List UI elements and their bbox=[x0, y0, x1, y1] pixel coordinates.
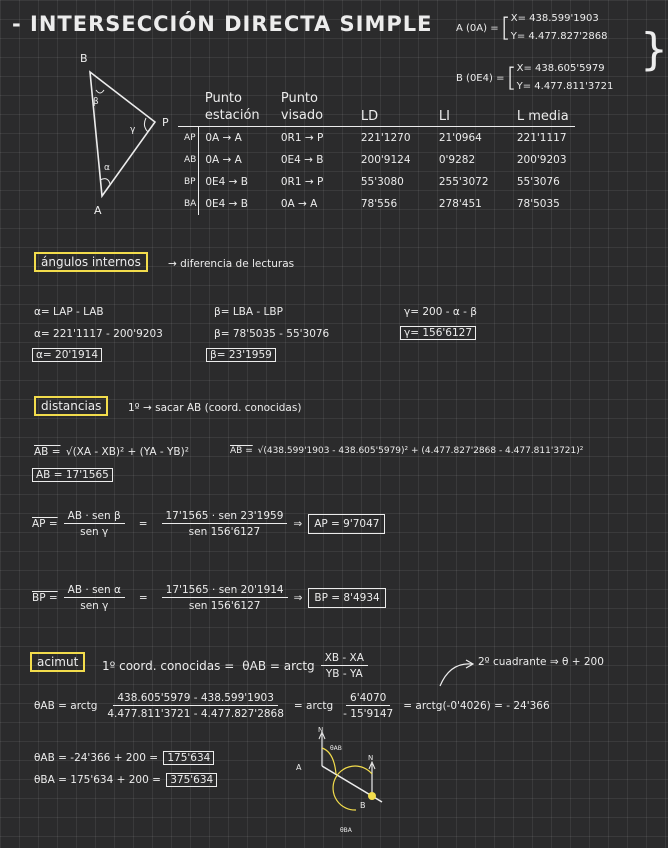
ap-fraction-values bbox=[162, 510, 288, 538]
line2-denominator: 4.477.811'3721 - 4.477.827'2868 bbox=[107, 708, 284, 720]
section-distancias-heading: distancias bbox=[34, 396, 108, 416]
table-row bbox=[178, 149, 575, 171]
ap-result: AP = 9'7047 bbox=[308, 514, 385, 534]
line2-numerator-values: 6'4070 bbox=[346, 692, 390, 706]
bp-fraction-values bbox=[162, 584, 288, 612]
beta-substitution: β= 78'5035 - 55'3076 bbox=[214, 328, 330, 340]
row-id: AB bbox=[178, 149, 199, 171]
brace-icon: [ bbox=[500, 13, 511, 43]
header-estacion: Punto estación bbox=[204, 91, 260, 123]
theta-ab-final bbox=[34, 752, 214, 764]
bp-denominator-values: sen 156'6127 bbox=[188, 600, 261, 612]
line2-lhs: θAB = arctg bbox=[34, 700, 98, 712]
row-id: BP bbox=[178, 171, 199, 193]
known-coordinates bbox=[456, 10, 668, 96]
header-ld: LD bbox=[360, 109, 379, 124]
cell-visado: 0R1 → P bbox=[280, 131, 324, 144]
cell-li: 255'3072 bbox=[438, 175, 489, 188]
cell-ld: 78'556 bbox=[360, 197, 398, 210]
alpha-result: α= 20'1914 bbox=[32, 348, 102, 362]
angulos-note: → diferencia de lecturas bbox=[168, 258, 295, 270]
acimut-formula bbox=[102, 652, 368, 680]
cell-lmedia: 78'5035 bbox=[516, 197, 560, 210]
ab-label: AB = bbox=[34, 446, 61, 458]
alpha-substitution: α= 221'1117 - 200'9203 bbox=[34, 328, 163, 340]
ab-subst-label: AB = bbox=[230, 446, 253, 456]
sketch-point-b: B bbox=[360, 801, 366, 810]
ap-fraction bbox=[64, 510, 125, 538]
theta-ab-calculation bbox=[34, 692, 550, 720]
beta-formula: β= LBA - LBP bbox=[214, 306, 283, 318]
header-li: LI bbox=[438, 109, 450, 124]
sketch-point-a: A bbox=[296, 763, 302, 772]
bp-equals: = bbox=[138, 592, 148, 604]
coord-a-y: Y= 4.477.827'2868 bbox=[510, 31, 608, 42]
cell-visado: 0R1 → P bbox=[280, 175, 324, 188]
arrow-icon: ⇒ bbox=[293, 518, 303, 530]
sketch-theta-ab: θAB bbox=[330, 745, 342, 752]
cell-estacion: 0A → A bbox=[205, 131, 242, 144]
arrow-icon: ⇒ bbox=[293, 592, 303, 604]
ap-numerator: AB · sen β bbox=[64, 510, 125, 524]
bp-label: BP = bbox=[32, 592, 58, 604]
cell-estacion: 0E4 → B bbox=[205, 175, 249, 188]
ap-equation bbox=[32, 510, 385, 538]
table-row bbox=[178, 171, 575, 193]
azimuth-diagram bbox=[290, 726, 410, 841]
line2-numerator: 438.605'5979 - 438.599'1903 bbox=[113, 692, 278, 706]
curved-arrow-icon bbox=[436, 658, 476, 688]
alpha-formula: α= LAP - LAB bbox=[34, 306, 104, 318]
row-id: BA bbox=[178, 193, 199, 215]
page-title: - INTERSECCIÓN DIRECTA SIMPLE bbox=[12, 12, 433, 36]
line2-mid: = arctg bbox=[293, 700, 334, 712]
ab-substitution-row bbox=[230, 446, 583, 456]
beta-result: β= 23'1959 bbox=[206, 348, 276, 362]
coord-b-y: Y= 4.477.811'3721 bbox=[516, 81, 614, 92]
cell-lmedia: 200'9203 bbox=[516, 153, 567, 166]
sketch-theta-ba: θBA bbox=[340, 827, 352, 834]
coord-b-label: B (0E4) = bbox=[456, 72, 505, 84]
ap-label: AP = bbox=[32, 518, 58, 530]
bp-fraction bbox=[64, 584, 125, 612]
bp-numerator: AB · sen α bbox=[64, 584, 125, 598]
cell-visado: 0E4 → B bbox=[280, 153, 324, 166]
right-brace-icon: } bbox=[640, 24, 668, 75]
ap-denominator: sen γ bbox=[80, 526, 109, 538]
theta-ab-result: 175'634 bbox=[163, 751, 214, 765]
ab-formula: √(XA - XB)² + (YA - YB)² bbox=[65, 446, 189, 458]
section-acimut-heading: acimut bbox=[30, 652, 85, 672]
distancias-note: 1º → sacar AB (coord. conocidas) bbox=[128, 402, 302, 414]
cell-estacion: 0E4 → B bbox=[205, 197, 249, 210]
ab-substitution: √(438.599'1903 - 438.605'5979)² + (4.477.827'2868 - 4.477.811'3721)² bbox=[257, 446, 584, 456]
gamma-label: γ bbox=[130, 125, 136, 135]
theta-ab-lhs: θAB = arctg bbox=[242, 659, 315, 673]
theta-ba-final bbox=[34, 774, 217, 786]
line2-fraction-values bbox=[339, 692, 397, 720]
readings-table-wrap bbox=[178, 88, 575, 215]
row-id: AP bbox=[178, 127, 199, 149]
cell-estacion: 0A → A bbox=[205, 153, 242, 166]
cell-lmedia: 55'3076 bbox=[516, 175, 560, 188]
ap-denominator-values: sen 156'6127 bbox=[188, 526, 261, 538]
beta-label: β bbox=[93, 97, 99, 107]
coord-b-x: X= 438.605'5979 bbox=[516, 63, 605, 74]
cell-li: 21'0964 bbox=[438, 131, 482, 144]
bp-equation bbox=[32, 584, 386, 612]
bp-result: BP = 8'4934 bbox=[308, 588, 385, 608]
cell-li: 0'9282 bbox=[438, 153, 476, 166]
alpha-label: α bbox=[104, 163, 110, 173]
section-angulos-heading: ángulos internos bbox=[34, 252, 148, 272]
theta-ba-result: 375'634 bbox=[166, 773, 217, 787]
line2-fraction bbox=[103, 692, 288, 720]
ab-result: AB = 17'1565 bbox=[32, 468, 113, 482]
theta-ba-center bbox=[368, 792, 376, 800]
bp-numerator-values: 17'1565 · sen 20'1914 bbox=[162, 584, 288, 598]
triangle-shape bbox=[90, 72, 155, 196]
theta-ab-denominator: YB - YA bbox=[325, 668, 363, 680]
triangle-diagram bbox=[70, 50, 180, 220]
line2-end: = arctg(-0'4026) = - 24'366 bbox=[403, 700, 550, 712]
theta-ba-arc bbox=[333, 766, 372, 810]
cell-li: 278'451 bbox=[438, 197, 482, 210]
table-row bbox=[178, 193, 575, 215]
line2-denominator-values: - 15'9147 bbox=[343, 708, 394, 720]
coord-a-label: A (0A) = bbox=[456, 22, 499, 34]
gamma-arc bbox=[144, 118, 148, 132]
gamma-formula: γ= 200 - α - β bbox=[404, 306, 477, 318]
ab-formula-row bbox=[34, 446, 189, 458]
beta-arc bbox=[96, 90, 104, 93]
table-header-row bbox=[178, 88, 575, 127]
header-visado: Punto visado bbox=[280, 91, 324, 123]
gamma-result: γ= 156'6127 bbox=[400, 326, 476, 340]
theta-ab-fraction bbox=[321, 652, 368, 680]
vertex-b: B bbox=[80, 52, 88, 65]
readings-table bbox=[178, 88, 575, 215]
theta-ab-numerator: XB - XA bbox=[321, 652, 368, 666]
vertex-p: P bbox=[162, 116, 169, 129]
brace-icon: [ bbox=[506, 63, 517, 93]
cell-visado: 0A → A bbox=[280, 197, 318, 210]
vertex-a: A bbox=[94, 204, 102, 217]
coord-a-x: X= 438.599'1903 bbox=[510, 13, 599, 24]
cell-lmedia: 221'1117 bbox=[516, 131, 567, 144]
bp-denominator: sen γ bbox=[80, 600, 109, 612]
table-row bbox=[178, 127, 575, 149]
ap-equals: = bbox=[138, 518, 148, 530]
acimut-note: 1º coord. conocidas = bbox=[102, 659, 235, 673]
ap-numerator-values: 17'1565 · sen 23'1959 bbox=[162, 510, 288, 524]
theta-ab-calc: θAB = -24'366 + 200 = bbox=[34, 752, 159, 764]
sketch-north-1: N bbox=[318, 726, 324, 734]
cell-ld: 221'1270 bbox=[360, 131, 411, 144]
sketch-north-2: N bbox=[368, 754, 374, 762]
theta-ba-calc: θBA = 175'634 + 200 = bbox=[34, 774, 161, 786]
cell-ld: 200'9124 bbox=[360, 153, 411, 166]
cuadrante-note: 2º cuadrante ⇒ θ + 200 bbox=[478, 656, 604, 668]
cell-ld: 55'3080 bbox=[360, 175, 404, 188]
header-lmedia: L media bbox=[516, 109, 569, 124]
